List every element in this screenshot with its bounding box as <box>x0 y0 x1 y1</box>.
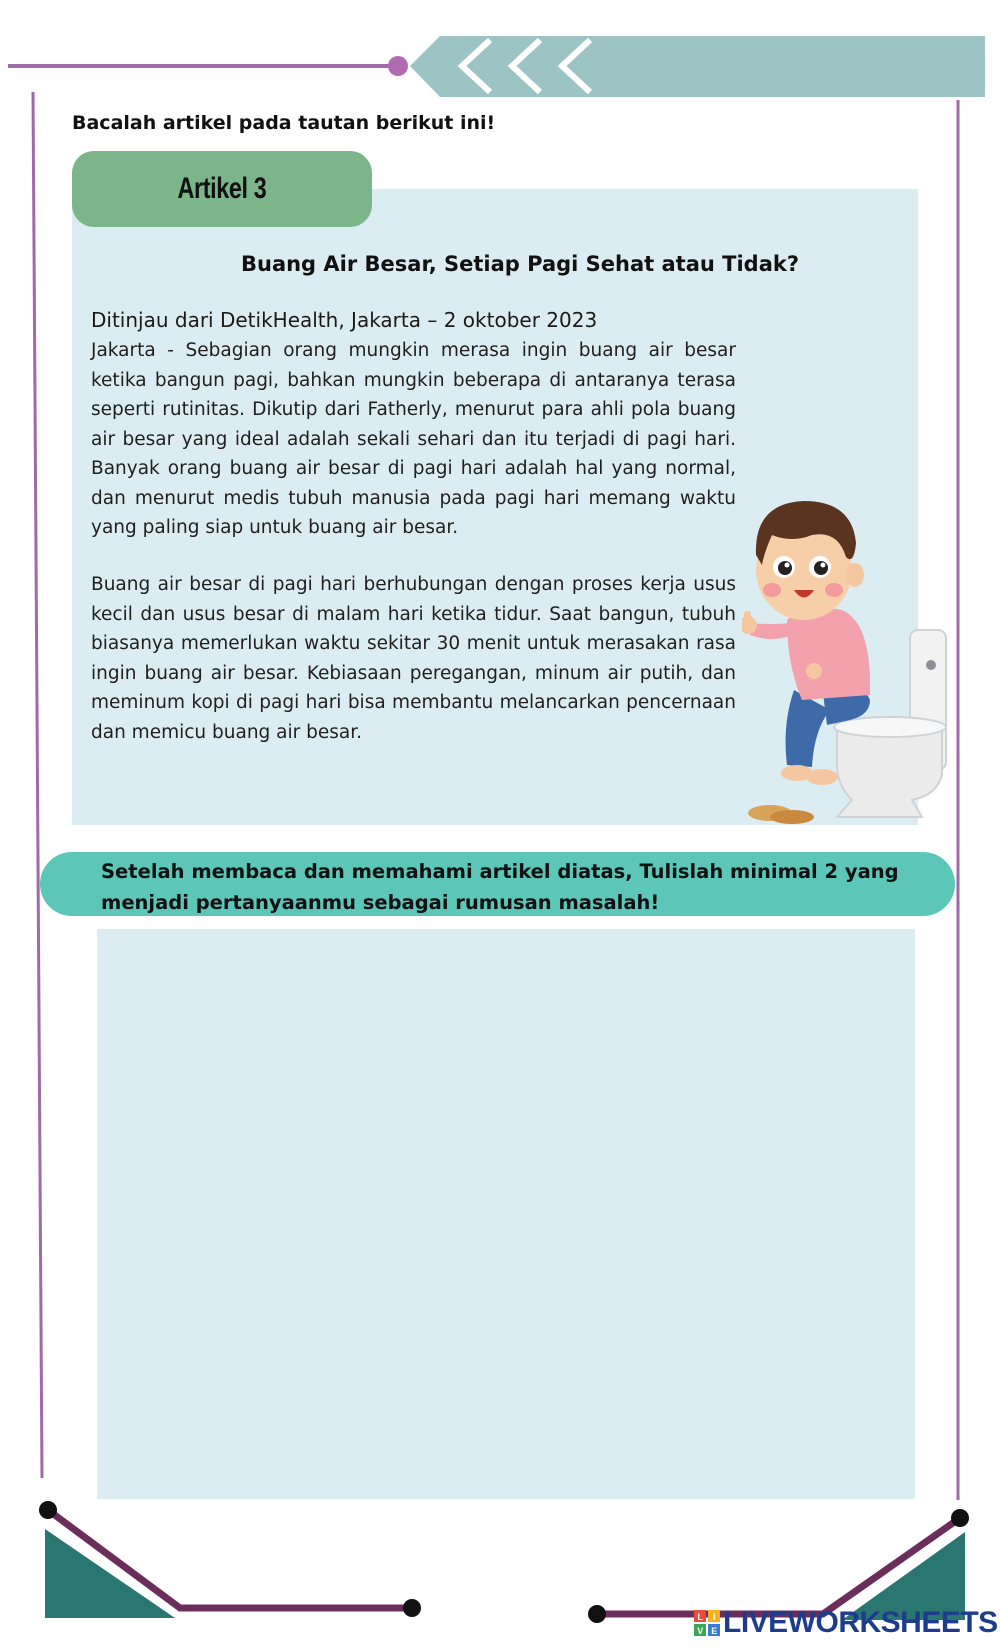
instruction-text: Bacalah artikel pada tautan berikut ini! <box>72 112 496 134</box>
article-headline: Buang Air Besar, Setiap Pagi Sehat atau Tidak? <box>240 252 800 276</box>
svg-text:V: V <box>697 1626 703 1636</box>
liveworksheets-brand <box>694 1606 998 1640</box>
answer-textarea[interactable] <box>97 929 915 1499</box>
svg-text:E: E <box>711 1626 717 1636</box>
article-paragraph: Jakarta - Sebagian orang mungkin merasa ingin buang air besar ketika bangun pagi, bahkan mungkin beberapa di antaranya terasa seperti rutinitas. Dikutip dari Fatherly, menurut para ahli pola buang air besar yang ideal adalah sekali sehari dan itu terjadi di pagi hari. Banyak orang buang air besar di pagi hari adalah hal yang normal, dan menurut medis tubuh manusia pada pagi hari memang waktu yang paling siap untuk buang air besar. <box>91 340 736 538</box>
boy-on-toilet-illustration <box>742 495 954 827</box>
liveworksheets-logo-icon <box>694 1610 720 1636</box>
article-paragraph: Buang air besar di pagi hari berhubungan dengan proses kerja usus kecil dan usus besar di malam hari ketika tidur. Saat bangun, tubuh biasanya memerlukan waktu sekitar 30 menit untuk merasakan rasa ingin buang air besar. Kebiasaan peregangan, minum air putih, dan meminum kopi di pagi hari bisa membantu melancarkan pencernaan dan memicu buang air besar. <box>91 574 736 743</box>
question-prompt: Setelah membaca dan memahami artikel diatas, Tulislah minimal 2 yang menjadi pertanyaanmu sebagai rumusan masalah! <box>101 860 899 914</box>
svg-text:I: I <box>712 1612 716 1622</box>
article-tab-label: Artikel 3 <box>177 172 267 205</box>
article-tab <box>72 151 372 227</box>
svg-text:L: L <box>697 1612 703 1622</box>
liveworksheets-brand-name: LIVEWORKSHEETS <box>723 1606 998 1639</box>
article-source: Ditinjau dari DetikHealth, Jakarta – 2 oktober 2023 <box>91 308 598 332</box>
